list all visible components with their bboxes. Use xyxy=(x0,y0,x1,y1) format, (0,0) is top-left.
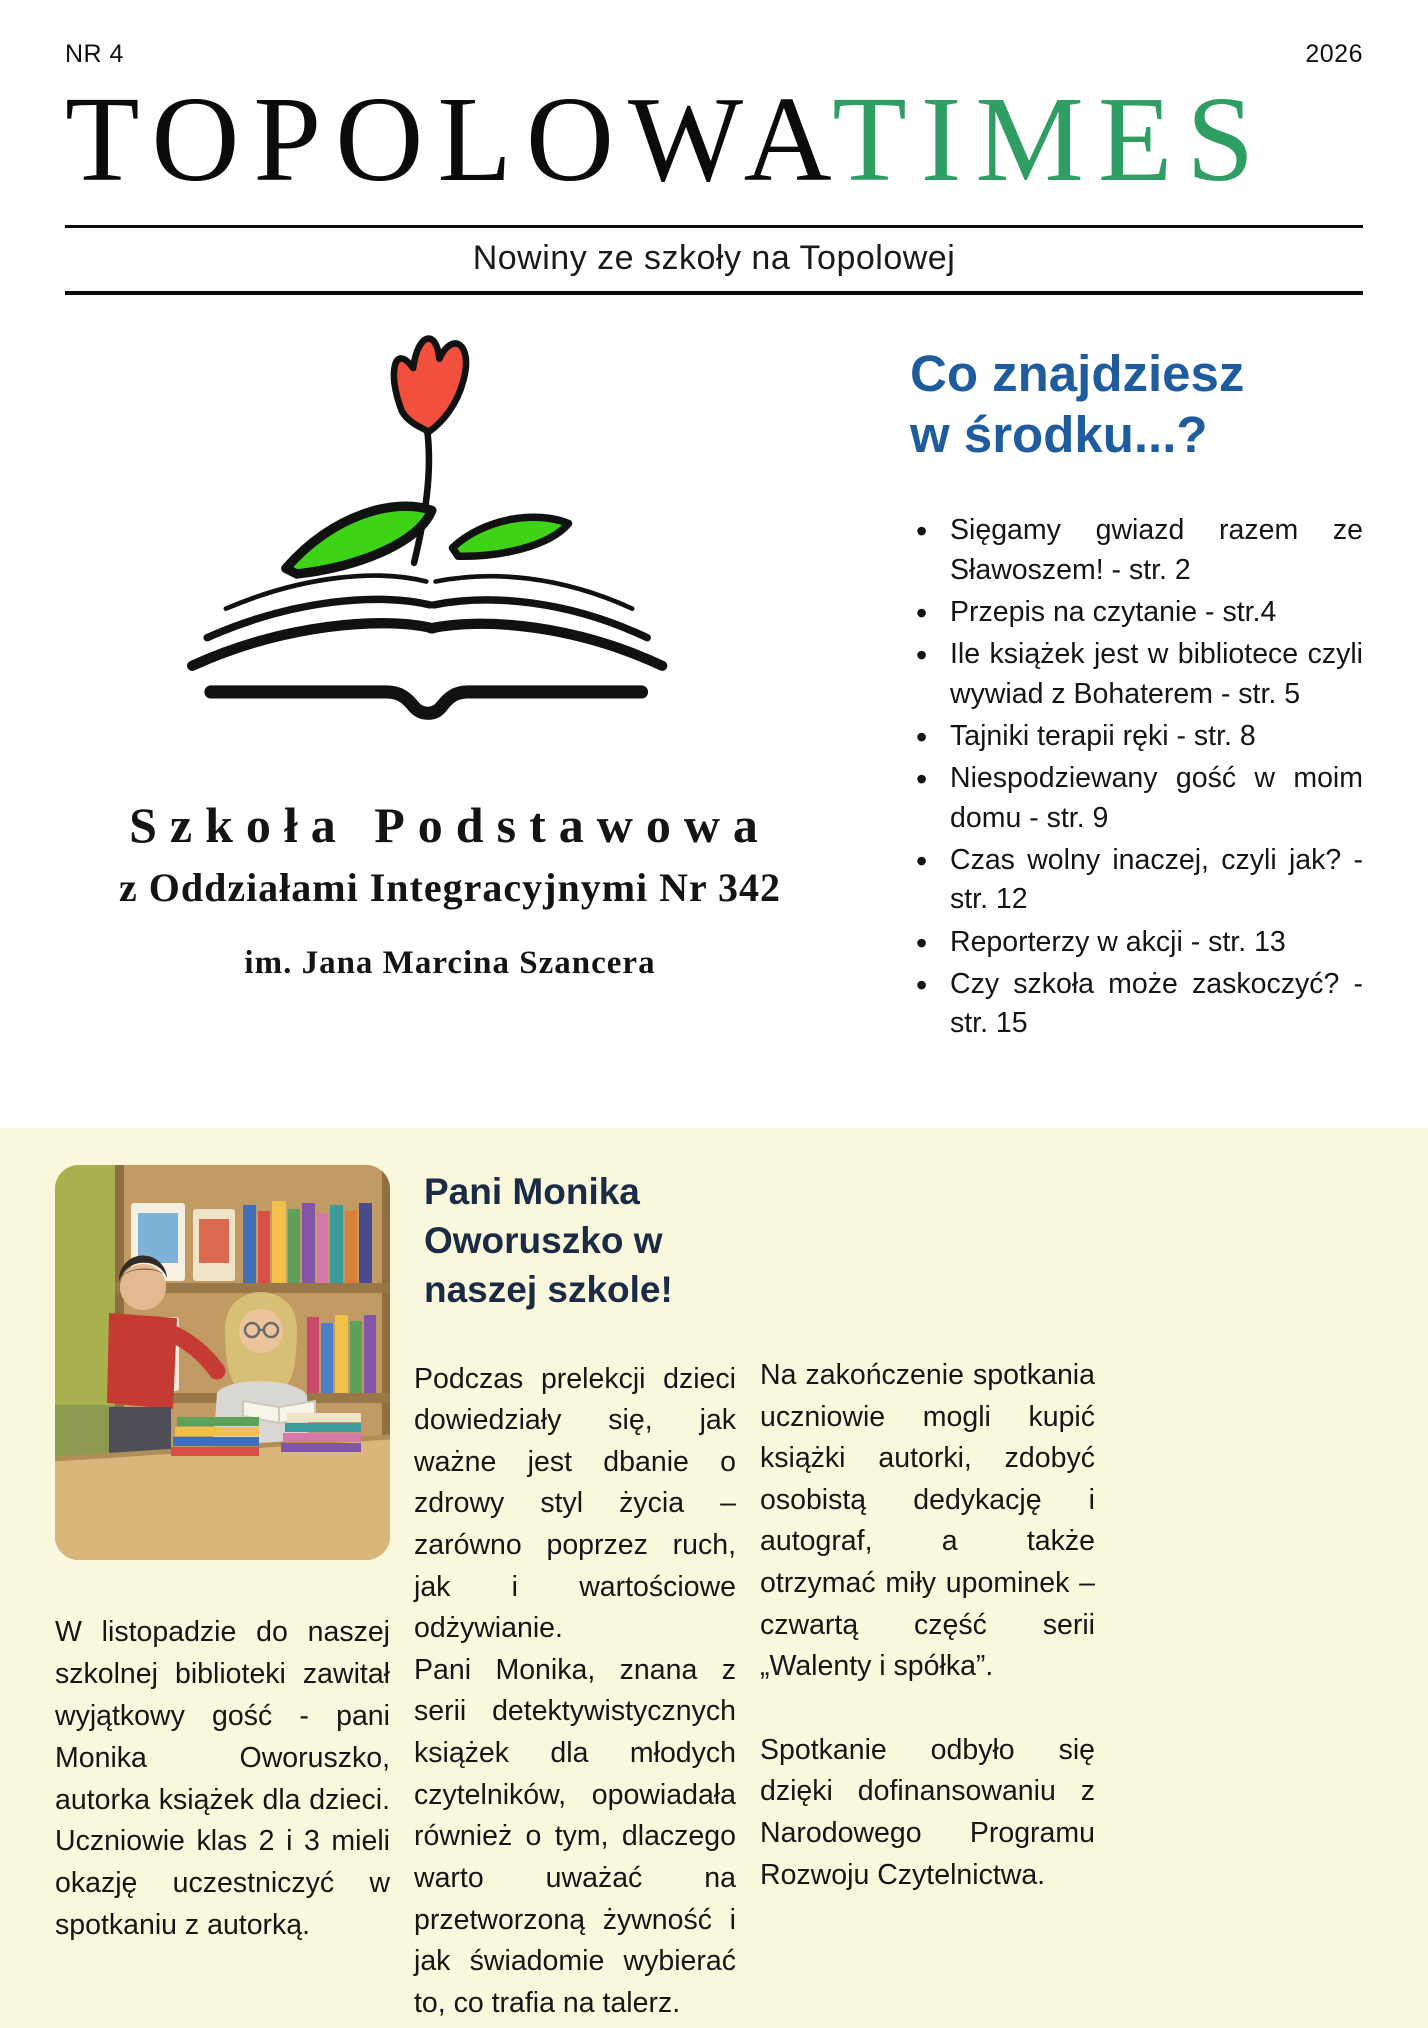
photo-caption: W listopadzie do naszej szkolnej biblioteki zawitał wyjątkowy gość - pani Monika Oworuszko, autorka książek dla dzieci. Uczniowie klas 2 i 3 mieli okazję uczestniczyć w spotkaniu z autorką. xyxy=(55,1616,390,1942)
article-paragraph: Na zakończenie spotkania uczniowie mogli kupić książki autorki, zdobyć osobistą dedykację i autograf, a także otrzymać miły upominek – czwartą część serii „Walenty i spółka”. xyxy=(760,1359,1095,1683)
article-middle-column xyxy=(404,1165,736,2024)
article-paragraph: Spotkanie odbyło się dzięki dofinansowaniu z Narodowego Programu Rozwoju Czytelnictwa. xyxy=(760,1733,1095,1891)
school-name-line1: Szkoła Podstawowa xyxy=(129,797,771,853)
feature-grid xyxy=(55,1165,1095,2024)
school-identity-block xyxy=(65,317,835,1047)
masthead-area xyxy=(65,40,1363,295)
tagline-band xyxy=(65,225,1363,295)
toc-title-line1: Co znajdziesz xyxy=(910,345,1245,402)
article-paragraph: Pani Monika, znana z serii detektywistycznych książek dla młodych czytelników, opowiadała również o tym, dlaczego warto uważać na przetworzoną żywność i jak świadomie wybierać to, co trafia na talerz. xyxy=(414,1653,736,2019)
upper-content xyxy=(65,317,1363,1047)
masthead-title xyxy=(65,72,1363,207)
library-meeting-photo xyxy=(55,1165,390,1560)
issue-number: NR 4 xyxy=(65,40,124,68)
issue-meta-row xyxy=(65,40,1363,69)
article-title: Pani Monika Oworuszko w naszej szkole! xyxy=(424,1171,673,1311)
toc-item: • Przepis na czytanie - str.4 xyxy=(910,593,1363,632)
toc-item: • Niespodziewany gość w moim domu - str. 9 xyxy=(910,759,1363,838)
school-name-line2: z Oddziałami Integracyjnymi Nr 342 xyxy=(118,865,782,910)
masthead-title-green: TIMES xyxy=(832,72,1269,207)
school-name-line3: im. Jana Marcina Szancera xyxy=(244,945,656,981)
toc-item: • Ile książek jest w bibliotece czyli wywiad z Bohaterem - str. 5 xyxy=(910,635,1363,714)
toc-list xyxy=(910,511,1363,1043)
school-logo xyxy=(135,325,695,770)
toc-item: • Reporterzy w akcji - str. 13 xyxy=(910,923,1363,962)
masthead-title-black: TOPOLOWA xyxy=(65,72,833,207)
article-right-column xyxy=(750,1165,1095,2024)
feature-article-section xyxy=(0,1128,1428,2028)
library-photo-illustration xyxy=(55,1165,390,1560)
book-tulip-logo-icon xyxy=(135,325,695,765)
toc-item: • Sięgamy gwiazd razem ze Sławoszem! - str. 2 xyxy=(910,511,1363,590)
article-paragraph: Podczas prelekcji dzieci dowiedziały się, jak ważne jest dbanie o zdrowy styl życia – zarówno poprzez ruch, jak i wartościowe odżywianie. xyxy=(414,1362,736,1645)
toc-item: • Czas wolny inaczej, czyli jak? - str. 12 xyxy=(910,841,1363,920)
school-name xyxy=(65,796,835,982)
table-of-contents xyxy=(835,317,1363,1047)
photo-column xyxy=(55,1165,390,2024)
toc-title xyxy=(910,343,1363,465)
toc-item: • Tajniki terapii ręki - str. 8 xyxy=(910,717,1363,756)
toc-title-line2: w środku...? xyxy=(910,406,1208,464)
tagline-text: Nowiny ze szkoły na Topolowej xyxy=(472,239,956,277)
issue-year: 2026 xyxy=(1305,40,1363,68)
toc-item: • Czy szkoła może zaskoczyć? - str. 15 xyxy=(910,965,1363,1044)
